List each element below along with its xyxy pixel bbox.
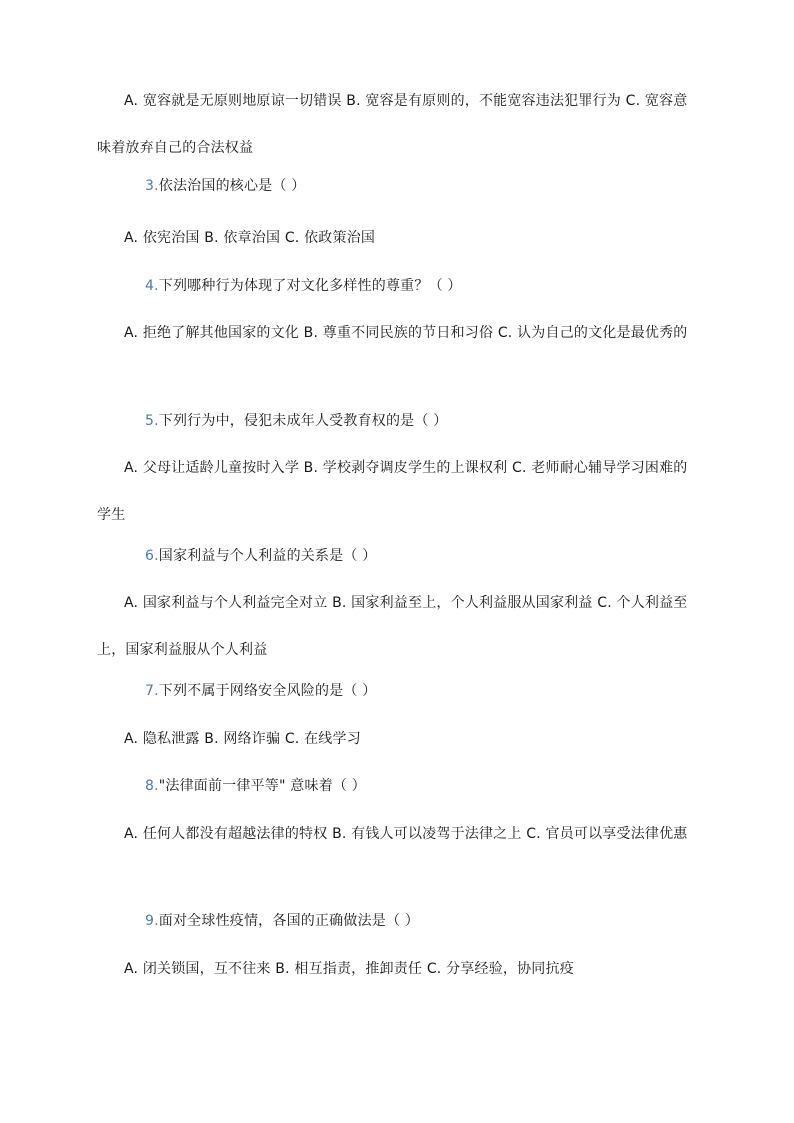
question-3 [145, 163, 705, 210]
options-q2: A. 宽容就是无原则地原谅一切错误 B. 宽容是有原则的，不能宽容违法犯罪行为 C. 宽容意味着放弃自己的合法权益 [97, 93, 688, 156]
question-4 [145, 263, 705, 310]
question-number: 8. [145, 778, 159, 794]
question-text: 下列不属于网络安全风险的是（ ） [158, 683, 377, 699]
question-number: 6. [145, 548, 159, 564]
question-text: 面对全球性疫情，各国的正确做法是（ ） [158, 913, 420, 929]
question-number: 5. [145, 413, 159, 429]
options-q3: A. 依宪治国 B. 依章治国 C. 依政策治国 [124, 230, 376, 246]
question-6 [145, 533, 705, 580]
question-number: 9. [145, 913, 159, 929]
question-8 [145, 763, 705, 810]
question-text: "法律面前一律平等" 意味着（ ） [158, 778, 366, 794]
question-7 [145, 668, 705, 715]
options-q5: A. 父母让适龄儿童按时入学 B. 学校剥夺调皮学生的上课权利 C. 老师耐心辅导学习困难的学生 [97, 460, 688, 523]
options-q7: A. 隐私泄露 B. 网络诈骗 C. 在线学习 [124, 731, 361, 747]
question-text: 国家利益与个人利益的关系是（ ） [158, 548, 377, 564]
question-text: 下列哪种行为体现了对文化多样性的尊重？（ ） [158, 278, 462, 294]
question-text: 依法治国的核心是（ ） [158, 178, 306, 194]
question-number: 3. [145, 178, 159, 194]
options-q8: A. 任何人都没有超越法律的特权 B. 有钱人可以凌驾于法律之上 C. 官员可以享受法律优惠 [124, 826, 688, 842]
question-number: 4. [145, 278, 159, 294]
question-9 [145, 898, 705, 945]
options-q4: A. 拒绝了解其他国家的文化 B. 尊重不同民族的节日和习俗 C. 认为自己的文化是最优秀的 [124, 325, 688, 341]
question-number: 7. [145, 683, 159, 699]
question-5 [145, 398, 705, 445]
question-text: 下列行为中，侵犯未成年人受教育权的是（ ） [158, 413, 448, 429]
options-q6: A. 国家利益与个人利益完全对立 B. 国家利益至上，个人利益服从国家利益 C. 个人利益至上，国家利益服从个人利益 [97, 595, 688, 658]
options-q9: A. 闭关锁国，互不往来 B. 相互指责，推卸责任 C. 分享经验，协同抗疫 [124, 961, 574, 977]
